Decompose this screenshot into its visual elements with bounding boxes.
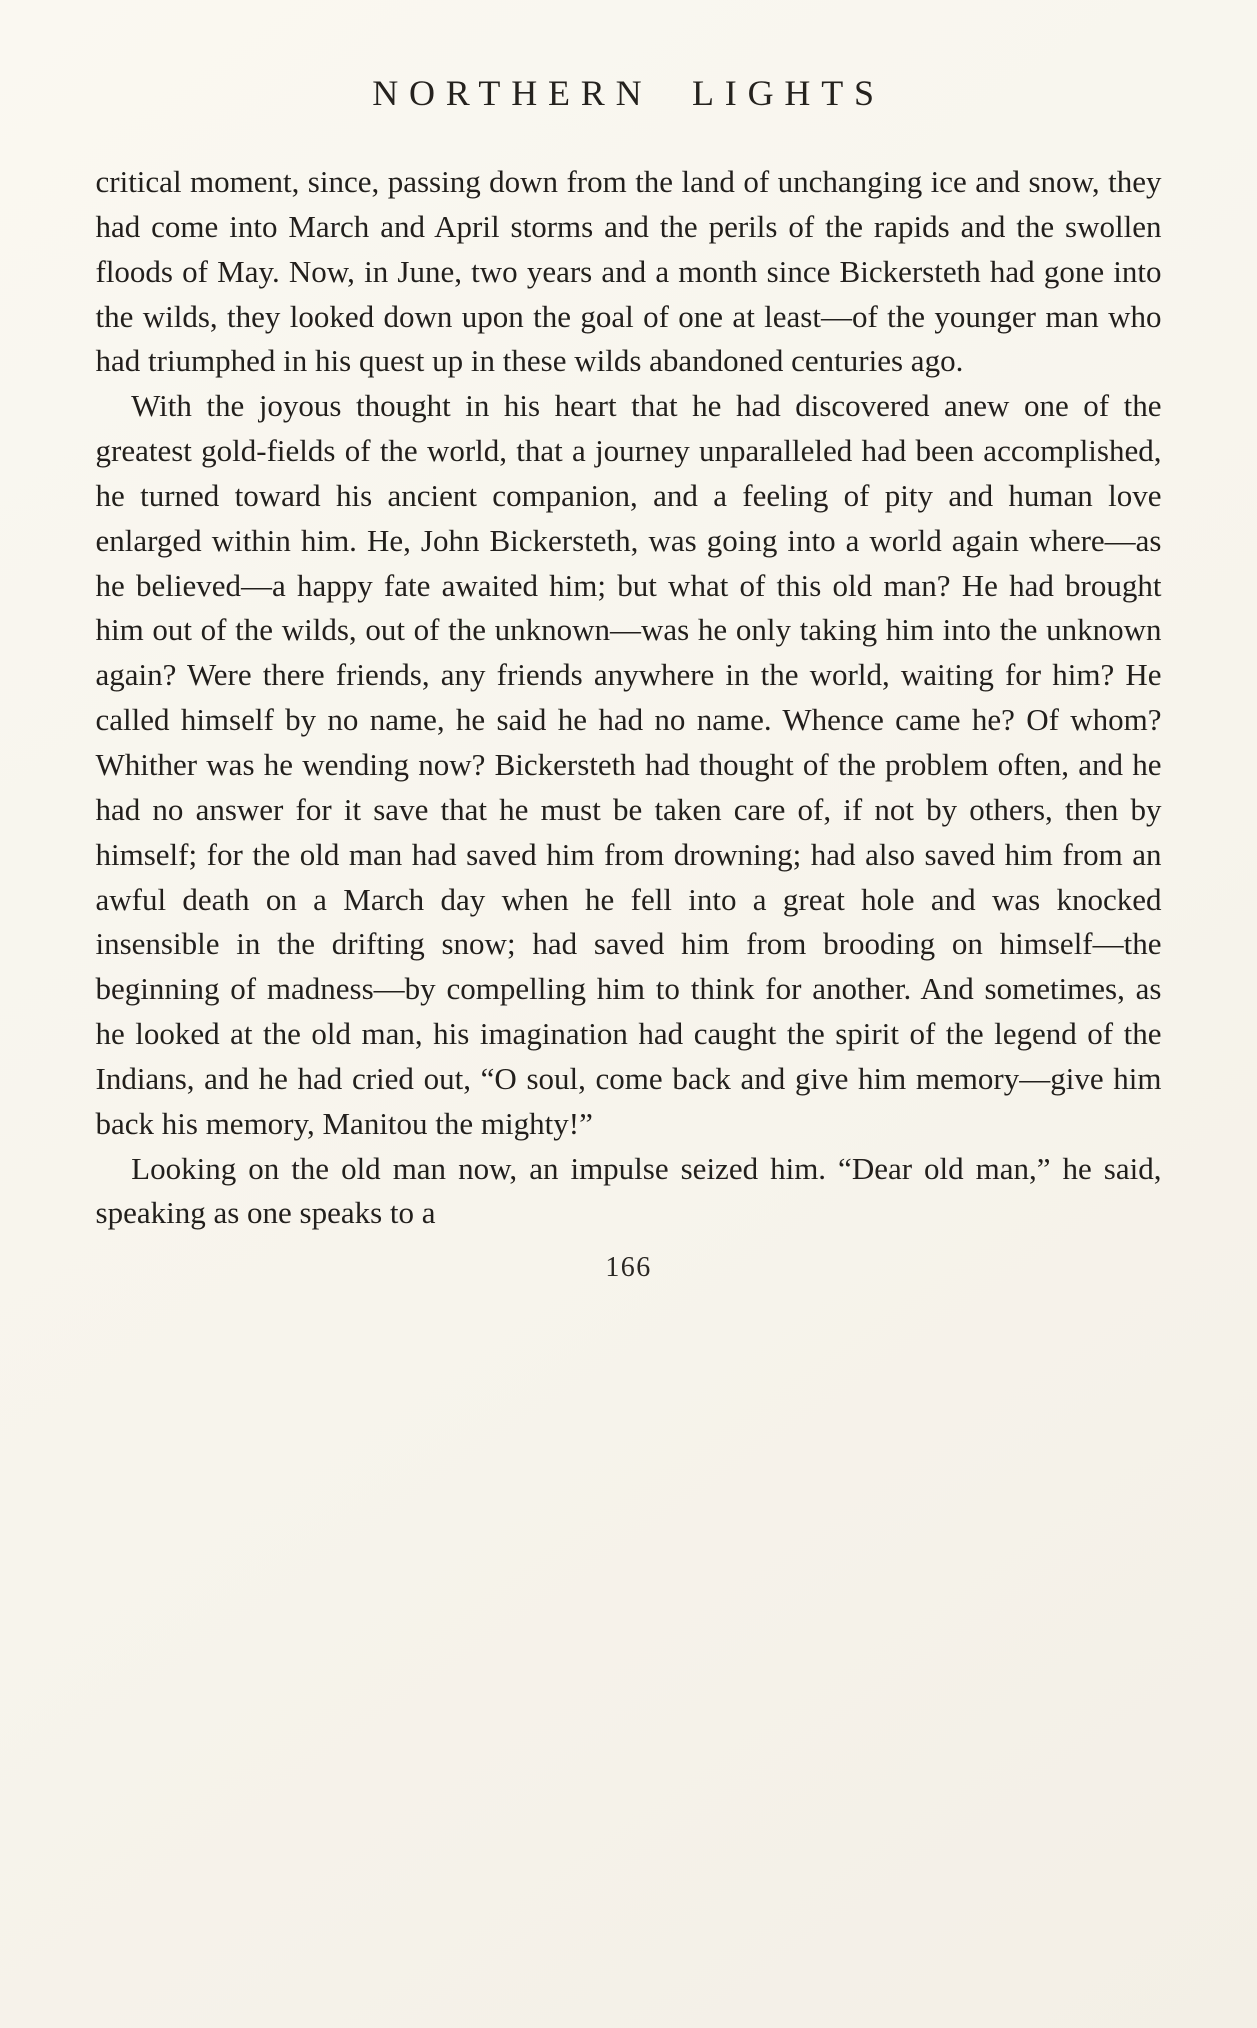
running-head-title: NORTHERN LIGHTS [372, 73, 885, 113]
page-number: 166 [605, 1252, 652, 1284]
paragraph: With the joyous thought in his heart that he had discovered anew one of the greatest gold-fields of the world, that a journey unparalleled had been accomplished, he turned toward his ancient companion, and a feeling of pity and human love enlarged within him. He, John Bickersteth, was going into a world again where—as he believed—a happy fate awaited him; but what of this old man? He had brought him out of the wilds, out of the unknown—was he only taking him into the unknown again? Were there friends, any friends anywhere in the world, waiting for him? He called himself by no name, he said he had no name. Whence came he? Of whom? Whither was he wending now? Bickersteth had thought of the problem often, and he had no answer for it save that he must be taken care of, if not by others, then by himself; for the old man had saved him from drowning; had also saved him from an awful death on a March day when he fell into a great hole and was knocked insensible in the drifting snow; had saved him from brooding on himself—the beginning of madness—by compelling him to think for another. And sometimes, as he looked at the old man, his imagination had caught the spirit of the legend of the Indians, and he had cried out, “O soul, come back and give him memory—give him back his memory, Manitou the mighty!” [95, 388, 1162, 1141]
paragraph: Looking on the old man now, an impulse seized him. “Dear old man,” he said, speaking as one speaks to a [95, 1150, 1162, 1231]
body-text [96, 160, 1162, 1236]
paragraph: critical moment, since, passing down from the land of unchanging ice and snow, they had come into March and April storms and the perils of the rapids and the swollen floods of May. Now, in June, two years and a month since Bickersteth had gone into the wilds, they looked down upon the goal of one at least—of the younger man who had triumphed in his quest up in these wilds abandoned centuries ago. [95, 164, 1162, 379]
